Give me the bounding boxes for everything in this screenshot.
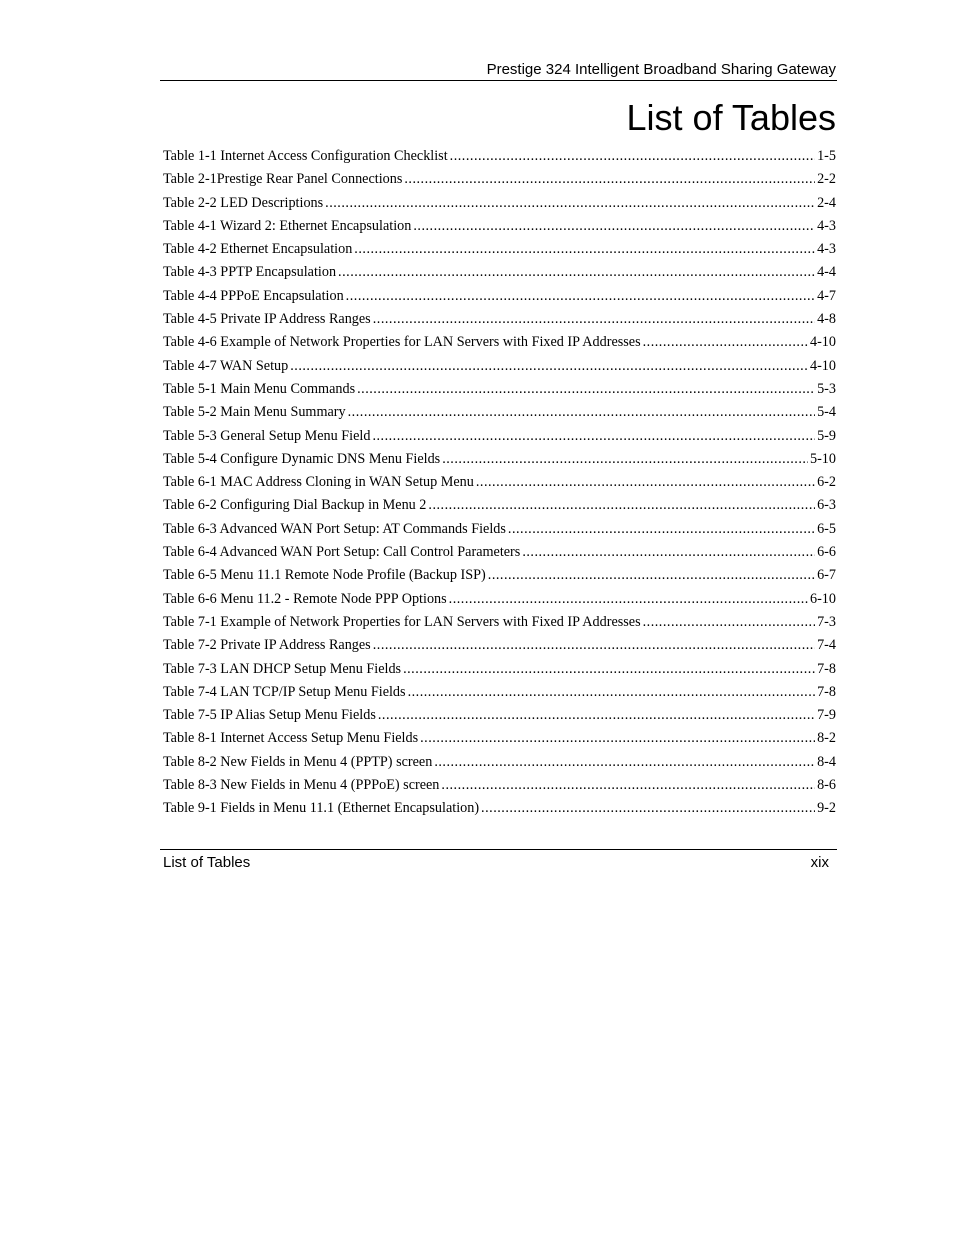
toc-entry[interactable] (163, 215, 836, 238)
toc-entry-page: 7-4 (817, 637, 836, 654)
running-title: Prestige 324 Intelligent Broadband Sharing Gateway (486, 61, 836, 78)
toc-entry-page: 4-3 (817, 217, 836, 234)
toc-entry[interactable] (163, 704, 836, 727)
dot-leader (522, 541, 815, 564)
table-of-tables-list (163, 145, 836, 821)
toc-entry-page: 2-2 (817, 171, 836, 188)
toc-entry-page: 2-4 (817, 194, 836, 211)
toc-entry-label: Table 4-3 PPTP Encapsulation (163, 264, 337, 281)
toc-entry[interactable] (163, 448, 836, 471)
toc-entry-label: Table 9-1 Fields in Menu 11.1 (Ethernet Encapsulation) (163, 800, 480, 817)
toc-entry-label: Table 5-4 Configure Dynamic DNS Menu Fields (163, 450, 441, 467)
toc-entry-label: Table 2-2 LED Descriptions (163, 194, 324, 211)
toc-entry-page: 6-5 (817, 520, 836, 537)
toc-entry-label: Table 5-3 General Setup Menu Field (163, 427, 371, 444)
toc-entry-page: 7-9 (817, 707, 836, 724)
dot-leader (413, 215, 815, 238)
dot-leader (404, 168, 815, 191)
dot-leader (643, 611, 815, 634)
toc-entry-label: Table 1-1 Internet Access Configuration Checklist (163, 148, 448, 164)
toc-entry-page: 8-4 (817, 753, 836, 770)
toc-entry[interactable] (163, 774, 836, 797)
running-footer (160, 849, 837, 876)
toc-entry-label: Table 6-3 Advanced WAN Port Setup: AT Commands Fields (163, 520, 506, 537)
dot-leader (481, 797, 815, 820)
toc-entry-page: 7-8 (817, 660, 836, 677)
dot-leader (488, 564, 815, 587)
toc-entry-page: 4-3 (817, 241, 836, 258)
dot-leader (643, 331, 808, 354)
dot-leader (420, 727, 815, 750)
toc-entry[interactable] (163, 192, 836, 215)
toc-entry-label: Table 6-5 Menu 11.1 Remote Node Profile (Backup ISP) (163, 567, 486, 584)
dot-leader (476, 471, 815, 494)
toc-entry[interactable] (163, 494, 836, 517)
dot-leader (290, 355, 808, 378)
toc-entry-page: 5-9 (817, 427, 836, 444)
toc-entry-page: 9-2 (817, 800, 836, 817)
toc-entry[interactable] (163, 588, 836, 611)
toc-entry-label: Table 8-3 New Fields in Menu 4 (PPPoE) screen (163, 777, 440, 794)
dot-leader (373, 634, 815, 657)
toc-entry[interactable] (163, 681, 836, 704)
toc-entry[interactable] (163, 541, 836, 564)
toc-entry-label: Table 7-4 LAN TCP/IP Setup Menu Fields (163, 683, 406, 700)
toc-entry-label: Table 8-1 Internet Access Setup Menu Fields (163, 730, 419, 747)
footer-page-number: xix (810, 854, 829, 871)
dot-leader (449, 588, 808, 611)
toc-entry-page: 5-10 (809, 450, 836, 467)
dot-leader (373, 308, 815, 331)
dot-leader (408, 681, 816, 704)
dot-leader (450, 145, 815, 168)
toc-entry-label: Table 4-6 Example of Network Properties for LAN Servers with Fixed IP Addresses (163, 334, 641, 351)
running-header (160, 60, 837, 81)
toc-entry-page: 6-3 (817, 497, 836, 514)
toc-entry[interactable] (163, 425, 836, 448)
dot-leader (442, 448, 808, 471)
footer-section-title: List of Tables (163, 854, 251, 871)
toc-entry[interactable] (163, 331, 836, 354)
toc-entry-label: Table 6-2 Configuring Dial Backup in Menu 2 (163, 497, 427, 514)
toc-entry-label: Table 6-6 Menu 11.2 - Remote Node PPP Options (163, 590, 447, 607)
toc-entry-page: 4-10 (809, 334, 836, 351)
toc-entry[interactable] (163, 308, 836, 331)
dot-leader (372, 425, 815, 448)
toc-entry-label: Table 4-4 PPPoE Encapsulation (163, 287, 344, 304)
toc-entry-label: Table 2-1Prestige Rear Panel Connections (163, 171, 403, 188)
toc-entry[interactable] (163, 727, 836, 750)
toc-entry-page: 6-6 (817, 544, 836, 561)
toc-entry-label: Table 4-5 Private IP Address Ranges (163, 311, 371, 328)
dot-leader (403, 658, 815, 681)
toc-entry[interactable] (163, 634, 836, 657)
dot-leader (434, 751, 815, 774)
toc-entry-label: Table 6-4 Advanced WAN Port Setup: Call Control Parameters (163, 544, 521, 561)
toc-entry[interactable] (163, 751, 836, 774)
toc-entry-page: 6-10 (809, 590, 836, 607)
toc-entry[interactable] (163, 238, 836, 261)
dot-leader (338, 261, 815, 284)
toc-entry[interactable] (163, 401, 836, 424)
dot-leader (354, 238, 815, 261)
toc-entry-label: Table 4-1 Wizard 2: Ethernet Encapsulation (163, 217, 412, 234)
dot-leader (378, 704, 815, 727)
toc-entry-page: 6-7 (817, 567, 836, 584)
dot-leader (428, 494, 815, 517)
toc-entry-label: Table 8-2 New Fields in Menu 4 (PPTP) screen (163, 753, 433, 770)
toc-entry[interactable] (163, 261, 836, 284)
toc-entry-page: 4-8 (817, 311, 836, 328)
toc-entry-label: Table 5-2 Main Menu Summary (163, 404, 346, 421)
toc-entry-page: 1-5 (817, 148, 836, 164)
toc-entry[interactable] (163, 471, 836, 494)
toc-entry[interactable] (163, 797, 836, 820)
toc-entry-label: Table 7-2 Private IP Address Ranges (163, 637, 371, 654)
dot-leader (325, 192, 815, 215)
toc-entry-label: Table 4-2 Ethernet Encapsulation (163, 241, 353, 258)
toc-entry-page: 8-2 (817, 730, 836, 747)
toc-entry-page: 6-2 (817, 474, 836, 491)
toc-entry-page: 4-7 (817, 287, 836, 304)
dot-leader (348, 401, 815, 424)
dot-leader (346, 285, 815, 308)
toc-entry-label: Table 7-5 IP Alias Setup Menu Fields (163, 707, 376, 724)
toc-entry-label: Table 5-1 Main Menu Commands (163, 380, 356, 397)
toc-entry[interactable] (163, 168, 836, 191)
toc-entry[interactable] (163, 145, 836, 168)
toc-entry[interactable] (163, 611, 836, 634)
toc-entry-page: 7-8 (817, 683, 836, 700)
toc-entry[interactable] (163, 378, 836, 401)
toc-entry-label: Table 7-3 LAN DHCP Setup Menu Fields (163, 660, 402, 677)
toc-entry[interactable] (163, 658, 836, 681)
toc-entry-page: 8-6 (817, 777, 836, 794)
dot-leader (441, 774, 815, 797)
toc-entry-page: 7-3 (817, 613, 836, 630)
toc-entry-label: Table 7-1 Example of Network Properties for LAN Servers with Fixed IP Addresses (163, 613, 641, 630)
dot-leader (508, 518, 815, 541)
toc-entry[interactable] (163, 564, 836, 587)
toc-entry[interactable] (163, 285, 836, 308)
toc-entry[interactable] (163, 518, 836, 541)
toc-entry[interactable] (163, 355, 836, 378)
toc-entry-page: 4-10 (809, 357, 836, 374)
toc-entry-label: Table 4-7 WAN Setup (163, 357, 289, 374)
dot-leader (357, 378, 815, 401)
page-title: List of Tables (626, 97, 836, 138)
toc-entry-page: 5-4 (817, 404, 836, 421)
toc-entry-label: Table 6-1 MAC Address Cloning in WAN Setup Menu (163, 474, 474, 491)
toc-entry-page: 4-4 (817, 264, 836, 281)
toc-entry-page: 5-3 (817, 380, 836, 397)
